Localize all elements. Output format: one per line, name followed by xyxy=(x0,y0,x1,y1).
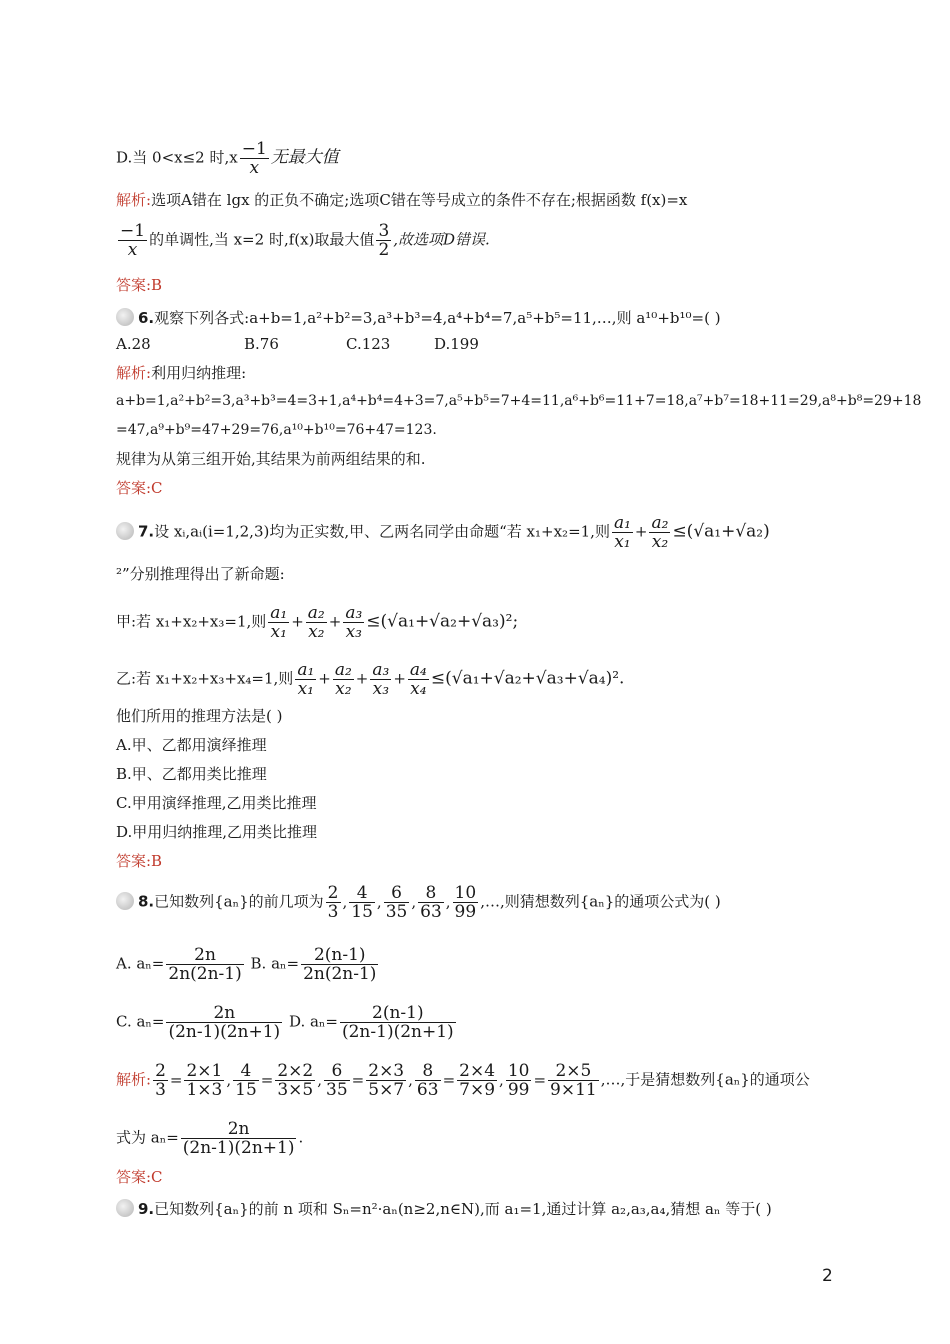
q9-stem xyxy=(116,1199,772,1219)
q8-analysis-label: 解析: xyxy=(116,1070,152,1089)
page-number: 2 xyxy=(822,1266,833,1286)
q9-number: 9. xyxy=(138,1200,155,1218)
q8-option-b-label: B. aₙ= xyxy=(250,954,300,973)
q5-analysis-tail: ,故选项D错误. xyxy=(393,230,490,249)
q8-chain-frac-right: $\frac{2\times 5}{9\times 11}$ xyxy=(550,1061,597,1100)
q7-option-d: D.甲用归纳推理,乙用类比推理 xyxy=(116,823,318,841)
q6-option-b: B.76 xyxy=(244,335,279,353)
q8-stem-text-a: 已知数列{aₙ}的前几项为 xyxy=(154,892,324,911)
q5-analysis-line2 xyxy=(116,222,490,259)
q5-analysis-line1 xyxy=(116,190,687,210)
q8-seq-frac: $\frac{8}{63}$ xyxy=(420,883,442,922)
q6-option-d: D.199 xyxy=(434,335,479,353)
q7-stem-text: 设 xᵢ,aᵢ(i=1,2,3)均为正实数,甲、乙两名同学由命题“若 x₁+x₂=1,则 xyxy=(154,522,610,541)
q8-seq-frac: $\frac{2}{3}$ xyxy=(327,883,339,922)
q5-option-d xyxy=(116,140,339,177)
q5-analysis-label: 解析: xyxy=(116,191,152,209)
q8-chain-frac-left: $\frac{8}{63}$ xyxy=(416,1061,439,1100)
q8-option-d-frac: $\frac{2(n-1)}{(2n-1)(2n+1)}$ xyxy=(341,1003,454,1042)
q8-option-b-frac: $\frac{2(n-1)}{2n(2n-1)}$ xyxy=(303,945,377,984)
q8-stem xyxy=(116,884,721,921)
q5-analysis-mid: 的单调性,当 x=2 时,f(x)取最大值 xyxy=(149,230,375,249)
q8-stem-text-b: ,…,则猜想数列{aₙ}的通项公式为( ) xyxy=(480,892,721,911)
q7-line2: ²”分别推理得出了新命题: xyxy=(116,565,285,583)
q7-yi-text: 乙:若 x₁+x₂+x₃+x₄=1,则 xyxy=(116,669,294,688)
q5-option-d-tail: 无最大值 xyxy=(270,147,339,168)
q7-stem: 7.设 xᵢ,aᵢ(i=1,2,3)均为正实数,甲、乙两名同学由命题“若 x₁+x₂=1,则 $\frac{\text{a₁}}{\text{x₁}}$ + $\frac{\text{a₂}}{\text{x₂}}$ ≤(√a₁+√a₂) xyxy=(116,514,770,551)
q8-analysis xyxy=(116,1062,810,1099)
q5-answer: 答案:B xyxy=(116,276,163,294)
q8-analysis-tail: ,…,于是猜想数列{aₙ}的通项公 xyxy=(600,1070,810,1089)
question-marker-icon xyxy=(116,1199,134,1217)
q9-stem-text: 已知数列{aₙ}的前 n 项和 Sₙ=n²·aₙ(n≥2,n∈N),而 a₁=1,通过计算 a₂,a₃,a₄,猜想 aₙ 等于( ) xyxy=(154,1200,772,1218)
q7-option-a: A.甲、乙都用演绎推理 xyxy=(116,736,267,754)
q8-option-a-frac: $\frac{2n}{2n(2n-1)}$ xyxy=(168,945,242,984)
q8-chain-frac-left: $\frac{10}{99}$ xyxy=(507,1061,530,1100)
q8-number: 8. xyxy=(138,892,155,911)
q5-analysis-frac2: $\frac{3}{2}$ xyxy=(378,221,390,260)
q8-seq-frac: $\frac{10}{99}$ xyxy=(454,883,477,922)
q8-chain-frac-left: $\frac{2}{3}$ xyxy=(155,1061,166,1100)
question-marker-icon xyxy=(116,522,134,540)
q8-options-ab xyxy=(116,946,380,983)
q6-analysis-line3: 规律为从第三组开始,其结果为前两组结果的和. xyxy=(116,450,426,468)
question-marker-icon xyxy=(116,308,134,326)
q8-analysis-line2-text: 式为 aₙ= xyxy=(116,1128,179,1147)
q7-frac-a1x1: $\frac{\text{a₁}}{\text{x₁}}$ xyxy=(613,513,631,552)
q7-frac-a2x2: $\frac{\text{a₂}}{\text{x₂}}$ xyxy=(651,513,669,552)
q7-option-b: B.甲、乙都用类比推理 xyxy=(116,765,267,783)
q6-stem-text: 观察下列各式:a+b=1,a²+b²=3,a³+b³=4,a⁴+b⁴=7,a⁵+b⁵=11,…,则 a¹⁰+b¹⁰=( ) xyxy=(154,309,721,327)
q7-jia: 甲:若 x₁+x₂+x₃=1,则 $\frac{\text{a₁}}{\text{x₁}}$ + $\frac{\text{a₂}}{\text{x₂}}$ + $\frac{\text{a₃}}{\text{x₃}}$ ≤(√a₁+√a₂+√a₃)²; xyxy=(116,603,519,642)
q5-analysis-text1: 选项A错在 lgx 的正负不确定;选项C错在等号成立的条件不存在;根据函数 f(x)=x xyxy=(151,191,688,209)
q8-analysis-chain: $\frac{2}{3}$ = $\frac{2\times 1}{1\times 3}$ , $\frac{4}{15}$ = $\frac{2\times 2}{3\times 5}$ , $\frac{6}{35}$ = $\frac{2\times 3}{5\times 7}$ , $\frac{8}{63}$ = $\frac{2\times 4}{7\times 9}$ , $\frac{10}{99}$ = $\frac{2\times 5}{9\times 11}$ xyxy=(155,1061,597,1100)
q8-seq-frac: $\frac{4}{15}$ xyxy=(351,883,373,922)
q8-chain-frac-right: $\frac{2\times 1}{1\times 3}$ xyxy=(186,1061,223,1100)
q7-jia-ineq: ≤(√a₁+√a₂+√a₃)²; xyxy=(366,611,519,632)
q5-option-d-fraction: $\frac{-1}{x}$ xyxy=(241,139,267,178)
q8-sequence: $\frac{2}{3}$ , $\frac{4}{15}$ , $\frac{6}{35}$ , $\frac{8}{63}$ , $\frac{10}{99}$ xyxy=(327,883,477,922)
q8-analysis-line2: 式为 aₙ= $\frac{2n}{(2n-1)(2n+1)}$ . xyxy=(116,1119,304,1158)
q6-option-a: A.28 xyxy=(116,335,151,353)
q6-analysis-intro: 利用归纳推理: xyxy=(151,364,247,382)
q8-option-d-label: D. aₙ= xyxy=(288,1012,338,1031)
q5-analysis-frac1: $\frac{-1}{x}$ xyxy=(120,221,146,260)
q6-answer: 答案:C xyxy=(116,479,163,497)
q6-analysis-line2: =47,a⁹+b⁹=47+29=76,a¹⁰+b¹⁰=76+47=123. xyxy=(116,422,437,438)
q8-answer: 答案:C xyxy=(116,1168,163,1186)
q8-chain-frac-right: $\frac{2\times 2}{3\times 5}$ xyxy=(277,1061,314,1100)
q8-chain-frac-left: $\frac{4}{15}$ xyxy=(235,1061,257,1100)
q5-option-d-label: D.当 0<x≤2 时,x xyxy=(116,148,238,167)
q7-ask: 他们所用的推理方法是( ) xyxy=(116,707,283,725)
q7-ineq: ≤(√a₁+√a₂) xyxy=(672,521,770,542)
question-marker-icon xyxy=(116,892,134,910)
q7-answer: 答案:B xyxy=(116,852,163,870)
q7-jia-text: 甲:若 x₁+x₂+x₃=1,则 xyxy=(116,612,267,631)
q6-analysis-line1: a+b=1,a²+b²=3,a³+b³=4=3+1,a⁴+b⁴=4+3=7,a⁵+b⁵=7+4=11,a⁶+b⁶=11+7=18,a⁷+b⁷=18+11=29,a⁸+b⁸=29+18 xyxy=(116,393,922,409)
q7-option-c: C.甲用演绎推理,乙用类比推理 xyxy=(116,794,317,812)
q6-analysis-label: 解析: xyxy=(116,364,152,382)
q7-yi-ineq: ≤(√a₁+√a₂+√a₃+√a₄)². xyxy=(430,668,625,689)
q8-option-a-label: A. aₙ= xyxy=(116,954,165,973)
q8-option-c-frac: $\frac{2n}{(2n-1)(2n+1)}$ xyxy=(168,1003,281,1042)
q6-number: 6. xyxy=(138,309,155,327)
q8-chain-frac-left: $\frac{6}{35}$ xyxy=(326,1061,348,1100)
q6-option-c: C.123 xyxy=(346,335,391,353)
q7-number: 7. xyxy=(138,522,155,541)
q8-options-cd xyxy=(116,1004,458,1041)
q8-analysis-line2-frac: $\frac{2n}{(2n-1)(2n+1)}$ xyxy=(182,1119,295,1158)
q8-option-c-label: C. aₙ= xyxy=(116,1012,165,1031)
q8-chain-frac-right: $\frac{2\times 4}{7\times 9}$ xyxy=(459,1061,496,1100)
q8-chain-frac-right: $\frac{2\times 3}{5\times 7}$ xyxy=(368,1061,405,1100)
q7-yi: 乙:若 x₁+x₂+x₃+x₄=1,则 $\frac{\text{a₁}}{\text{x₁}}$ + $\frac{\text{a₂}}{\text{x₂}}$ + $\frac{\text{a₃}}{\text{x₃}}$ + $\frac{\text{a₄}}{\text{x₄}}$ ≤(√a₁+√a₂+√a₃+√a₄)². xyxy=(116,660,625,699)
q6-stem xyxy=(116,308,721,328)
q6-analysis xyxy=(116,363,246,383)
q8-seq-frac: $\frac{6}{35}$ xyxy=(385,883,408,922)
